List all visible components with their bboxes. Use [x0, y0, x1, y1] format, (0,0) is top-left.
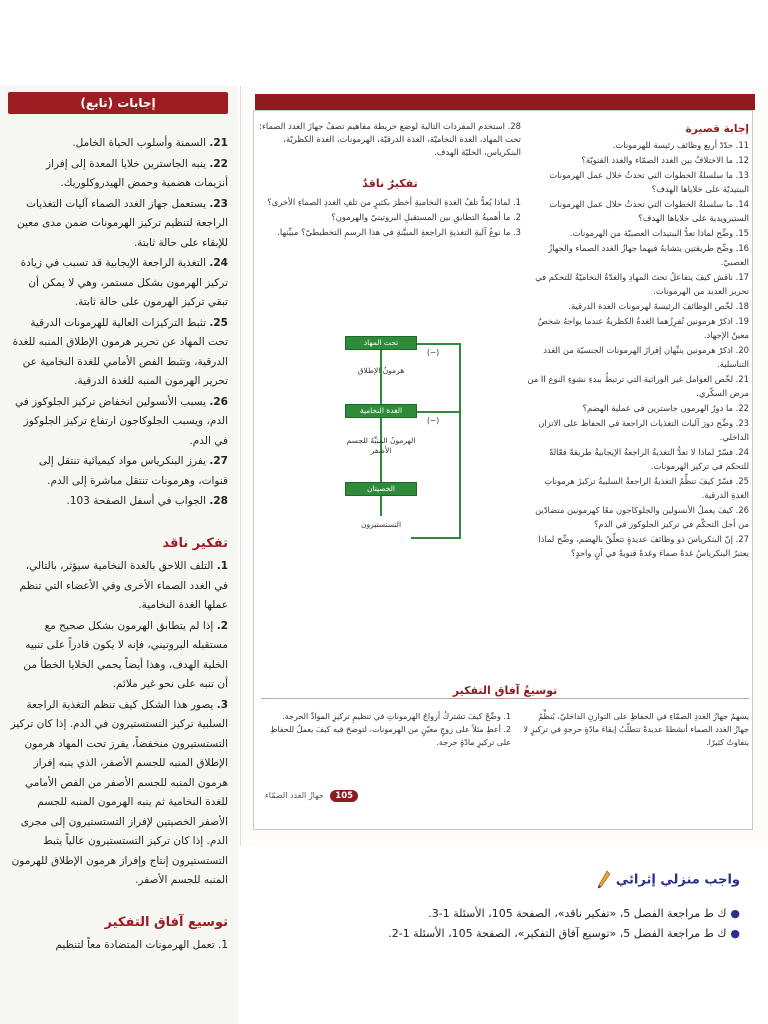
question-item: 14. ما سلسلةُ الخطوات التي تحدثُ خلال عمل الهرمونات الستيرويدية على خلاياها الهدف؟ — [549, 199, 749, 223]
question-item: 11. حدّدْ أربع وظائف رئيسة للهرمونات. — [612, 140, 749, 150]
critical-answer: 1. التلف اللاحق بالغدة النخامية سيؤثر، بالتالي، في الغدد الصماء الأخرى وفي الأعضاء التي تنظم عملها الغدة النخامية. — [19, 560, 228, 611]
hypothalamus-box: تحت المهاد — [345, 336, 417, 350]
critical-answer: 3. يصور هذا الشكل كيف تنظم التغذية الراجعة السلبية تركيز التستستيرون في الدم. إذا كان تركيز التستستيرون منخفضاً، يفرز تحت المهاد هرمون الإطلاق المنبه للجسم الأصفر، الذي ينبه إفراز هرمون المنبه للجسم الأصفر من الفص الأمامي للغدة النخامية ثم ينبه الهرمون المنبه للجسم الأصفر الخصيتين لإفراز التستستيرون إلى مجرى الدم. إذا كان تركيز التستستيرون عالياً يثبط التستستيرون إنتاج وإفراز هرمون الإطلاق للهرمون المنبه للجسم الأصفر. — [10, 698, 228, 886]
critical-answer: 2. إذا لم يتطابق الهرمون بشكل صحيح مع مستقبله البروتيني، فإنه لا يكون قادراً على تنبيه الخلية الهدف، وهذا أيضاً يحمي الخلايا الخطأ من أن تنبه على نحو غير ملائم. — [23, 619, 228, 690]
question-item: 16. وضِّح طريقتين يتشابهُ فيهما جهازُ الغدد الصماء والجهازُ العصبيّ. — [548, 243, 749, 267]
short-answers-column — [527, 122, 749, 561]
expand-questions — [261, 710, 511, 749]
answer-item: 23. يستعمل جهاز الغدد الصماء آليات التغذيات الراجعة لتنظيم تركيز الهرمونات ضمن مدى معين للإبقاء على حالة ثابتة. — [16, 197, 228, 249]
pituitary-box: الغدة النخامية — [345, 404, 417, 418]
lh-label: الهرمونُ المنبِّهُ للجسم الأصفر — [346, 436, 416, 455]
expand-question: 1. وضِّحْ كيفَ تشتركُ أزواجُ الهرموناتِ في تنظيمِ تركيزِ الموادِّ الحرجة. — [282, 712, 511, 721]
answers-column — [0, 86, 238, 1024]
homework-section — [300, 870, 740, 944]
question-item: 18. لخّص الوظائفَ الرئيسةَ لهرمونات الغدة الدرقية. — [568, 301, 749, 311]
feedback-line — [411, 537, 461, 539]
releasing-hormone-label: هرمونُ الإطلاق — [357, 366, 405, 375]
critical-thinking-title: تفكير ناقد — [162, 535, 228, 551]
question-item: 23. وضِّح دورَ آليات التغذيات الراجعة في الحفاظ على الاتزان الداخلي. — [538, 418, 749, 442]
book-page-image — [240, 86, 768, 846]
feedback-line — [417, 411, 461, 413]
short-answers-title: إجابة قصيرة — [685, 123, 749, 135]
testosterone-label: التستستيرون — [360, 520, 402, 529]
critical-question: 1. لماذا يُعدُّ تلفُ الغدةِ النخاميةِ أخطرَ بكثيرٍ من تلفِ الغددِ الصماءِ الأخرى؟ — [267, 197, 521, 207]
question-item: 20. اذكرْ هرمونين ينبِّهان إفرازَ الهرمونات الجنسيّة من الغدد التناسلية. — [543, 345, 749, 369]
homework-item: ●ك ط مراجعة الفصل 5، «تفكير ناقد»، الصفحة 105، الأسئلة 1-3. — [428, 907, 740, 920]
feedback-diagram — [301, 336, 481, 546]
expand-thinking-heading: توسيعُ آفاق التفكير — [452, 684, 558, 697]
critical-thinking-heading: تفكيرٌ ناقدٌ — [362, 177, 418, 190]
page-footer — [265, 790, 358, 802]
answer-item: 28. الجواب في أسفل الصفحة 103. — [66, 495, 228, 507]
answer-item: 21. السمنة وأسلوب الحياة الخامل. — [72, 137, 228, 149]
question-item: 27. إنّ البنكرياسَ ذو وظائفَ عديدةٍ تتعلّقُ بالهضم، وضِّح لماذا يعتبرُ البنكرياسُ غدةً صماءَ وغدةً قنويةً في آنٍ واحدٍ؟ — [538, 534, 749, 558]
page-number: 105 — [330, 790, 358, 802]
expand-thinking-title: توسيع آفاق التفكير — [104, 914, 228, 930]
feedback-line — [417, 343, 461, 345]
negative-feedback-mark: (−) — [427, 348, 440, 357]
question-item: 26. كيفَ يعملُ الأنسولين والجلوكاجون معًا كهرمونين متضادّين من أجل التحكّم في تركيز الجلوكوز في الدم؟ — [535, 505, 749, 529]
answers-banner: إجابات (تابع) — [8, 92, 228, 114]
critical-question: 2. ما أهميةُ التطابقِ بين المستقبلِ البروتينيّ والهرمون؟ — [331, 212, 521, 222]
question-item: 13. ما سلسلةُ الخطوات التي تحدثُ خلال عمل الهرمونات الببتيديّة على خلاياها الهدف؟ — [549, 170, 749, 194]
answer-item: 27. يفرز البنكرياس مواد كيميائية تنتقل إلى قنوات، وهرمونات تنتقل مباشرة إلى الدم. — [38, 455, 228, 487]
answer-item: 22. ينبه الجاسترين خلايا المعدة إلى إفراز أنزيمات هضمية وحمض الهيدروكلوريك. — [45, 157, 228, 189]
expand-intro: يسهمُ جهازُ الغددِ الصمّاءِ في الحفاظِ على التوازنِ الداخليّ، يُنظِّمُ جهازُ الغدد الصماء أنشطةً عديدةً تتطلّبُ إبقاءَ مادّةٍ حرجةٍ في تركيزٍ لا يتفاوتُ كثيرًا. — [523, 712, 749, 747]
answer-item: 25. تثبط التركيزات العالية للهرمونات الدرقية تحت المهاد عن تحرير هرمون الإطلاق المنبه للغدة الدرقية، وتثبط الفص الأمامي للغدة النخامية عن تحرير الهرمون المنبه للغدة الدرقية. — [12, 316, 228, 387]
question-item: 12. ما الاختلافُ بين الغدد الصمّاء والغدد القنويّة؟ — [581, 155, 749, 165]
arrow-line — [380, 350, 382, 404]
homework-title: واجب منزلي إثرائي — [300, 870, 740, 890]
page-header-band — [255, 94, 755, 110]
question-item: 24. فسّرْ لماذا لا تعدُّ التغذيةُ الراجعةُ الإيجابيةُ طريقةً فعّالةً للتحكم في تركيز الهرمونات. — [549, 447, 749, 471]
question-item: 25. فسّرْ كيفَ تنظِّمُ التغذيةُ الراجعةُ السلبيةُ تركيزَ هرموناتِ الغدةِ الدرقية. — [544, 476, 749, 500]
question-item: 21. لخّص العوامل غير الوراثية التي ترتبطُ ببدءِ نشوءِ النوع II من مرض السكّري. — [527, 374, 749, 398]
expand-answer-first: 1. تعمل الهرمونات المتضادة معاً لتنظيم — [55, 939, 228, 951]
footer-chapter: جهازُ الغدد الصمّاء — [265, 791, 324, 800]
homework-item: ●ك ط مراجعة الفصل 5، «توسيع آفاق التفكير»، الصفحة 105، الأسئلة 1-2. — [388, 927, 740, 940]
bullet-icon: ● — [730, 907, 740, 920]
arrow-line — [380, 496, 382, 516]
answer-item: 24. التغذية الراجعة الإيجابية قد تسبب في زيادة تركيز الهرمون بشكل مستمر، وهي لا يمكن أن تبقي تركيز الهرمون على حالة ثابتة. — [20, 257, 228, 308]
answers-list — [10, 134, 228, 957]
critical-thinking-column — [259, 120, 521, 241]
question-item: 19. اذكرْ هرمونين تُفرِزُهما الغدةُ الكظريةُ عندما يواجهُ شخصٌ معينٌ الإجهاد. — [537, 316, 749, 340]
divider — [261, 698, 749, 699]
expand-question: 2. أعطِ مثلاً على زوجٍ معيّنٍ من الهرمونات، لتوضحَ فيه كيفَ يعملُ للحفاظِ على تركيزِ مادّةٍ حرجة. — [269, 725, 511, 747]
negative-feedback-mark: (−) — [427, 416, 440, 425]
bullet-icon: ● — [730, 927, 740, 940]
homework-list — [300, 904, 740, 944]
pencil-icon — [597, 870, 611, 890]
answer-item: 26. يسبب الأنسولين انخفاض تركيز الجلوكوز في الدم، ويسبب الجلوكاجون ارتفاع تركيز الجلوكوز في الدم. — [15, 395, 228, 447]
question-28: 28. استخدم المفردات التالية لوضع خريطة مفاهيم تصفُ جهازَ الغدد الصماء: تحت المهاد، الغدة النخاميّة، الغدة الدرقيّة، الهرمونات، الغدة الكظريّة، البنكرياس، الخليّة الهدف. — [259, 121, 521, 157]
critical-question: 3. ما نوعُ آليةِ التغذيةِ الراجعةِ المبيَّنةِ في هذا الرسمِ التخطيطيّ؟ مبيِّنها. — [277, 227, 521, 237]
question-item: 22. ما دورُ الهرمون جاسترين في عملية الهضم؟ — [582, 403, 749, 413]
feedback-line — [459, 344, 461, 539]
testes-box: الخصيتان — [345, 482, 417, 496]
question-item: 17. ناقش كيفَ يتفاعلُ تحتَ المهادِ والغدّةُ النخاميّةُ للتحكم في تحرير العديد من الهرمونات. — [535, 272, 749, 296]
question-item: 15. وضِّح لماذا تعدُّ الببتيدات العصبيّة من الهرمونات. — [569, 228, 749, 238]
